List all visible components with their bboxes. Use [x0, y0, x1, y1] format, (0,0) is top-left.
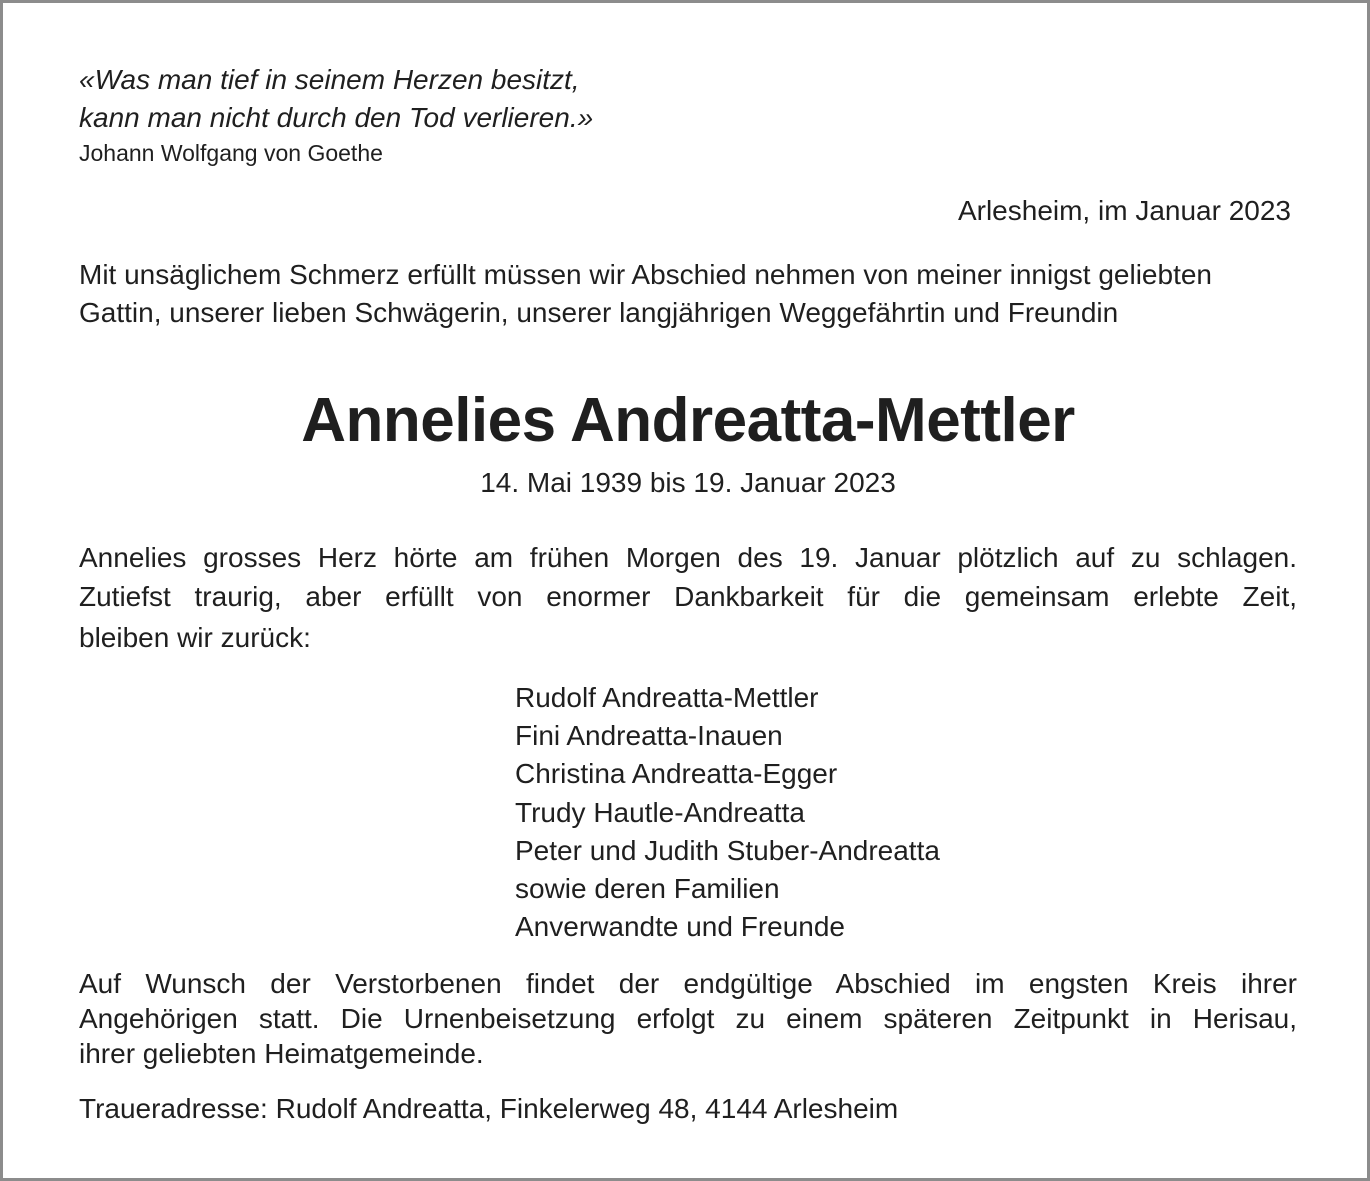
mourners-list [515, 679, 940, 946]
intro-line-2: Gattin, unserer lieben Schwägerin, unserer langjährigen Weggefährtin und Freundin [79, 297, 1119, 328]
intro-line-1: Mit unsäglichem Schmerz erfüllt müssen wir Abschied nehmen von meiner innigst geliebten [79, 259, 1212, 290]
quote-author: Johann Wolfgang von Goethe [79, 140, 383, 166]
message-line-1: Annelies grosses Herz hörte am frühen Morgen des 19. Januar plötzlich auf zu schlagen. [79, 542, 1297, 573]
farewell-line-1: Auf Wunsch der Verstorbenen findet der endgültige Abschied im engsten Kreis ihrer [79, 968, 1297, 999]
quote-line-2: kann man nicht durch den Tod verlieren.» [79, 102, 594, 133]
mourning-address: Traueradresse: Rudolf Andreatta, Finkelerweg 48, 4144 Arlesheim [79, 1093, 899, 1124]
farewell-line-2: Angehörigen statt. Die Urnenbeisetzung erfolgt zu einem späteren Zeitpunkt in Herisau, [79, 1003, 1297, 1034]
farewell-text [79, 966, 1297, 1071]
mourner-name: sowie deren Familien [515, 873, 780, 905]
intro-text [79, 256, 1212, 332]
place-date: Arlesheim, im Januar 2023 [957, 195, 1291, 226]
mourner-name: Rudolf Andreatta-Mettler [515, 682, 819, 713]
mourner-name: Christina Andreatta-Egger [515, 758, 838, 790]
mourner-name: Trudy Hautle-Andreatta [515, 796, 805, 828]
quote-line-1: «Was man tief in seinem Herzen besitzt, [79, 64, 580, 95]
life-dates: 14. Mai 1939 bis 19. Januar 2023 [480, 467, 896, 498]
deceased-name: Annelies Andreatta-Mettler [301, 386, 1075, 455]
message-line-2: Zutiefst traurig, aber erfüllt von enormer Dankbarkeit für die gemeinsam erlebte Zeit, [79, 581, 1297, 612]
message-line-3: bleiben wir zurück: [79, 622, 311, 653]
mourner-name: Anverwandte und Freunde [515, 911, 845, 943]
farewell-line-3: ihrer geliebten Heimatgemeinde. [79, 1038, 484, 1069]
mourner-name: Peter und Judith Stuber-Andreatta [515, 834, 940, 866]
message-text [79, 539, 1297, 657]
mourner-name: Fini Andreatta-Inauen [515, 720, 783, 752]
